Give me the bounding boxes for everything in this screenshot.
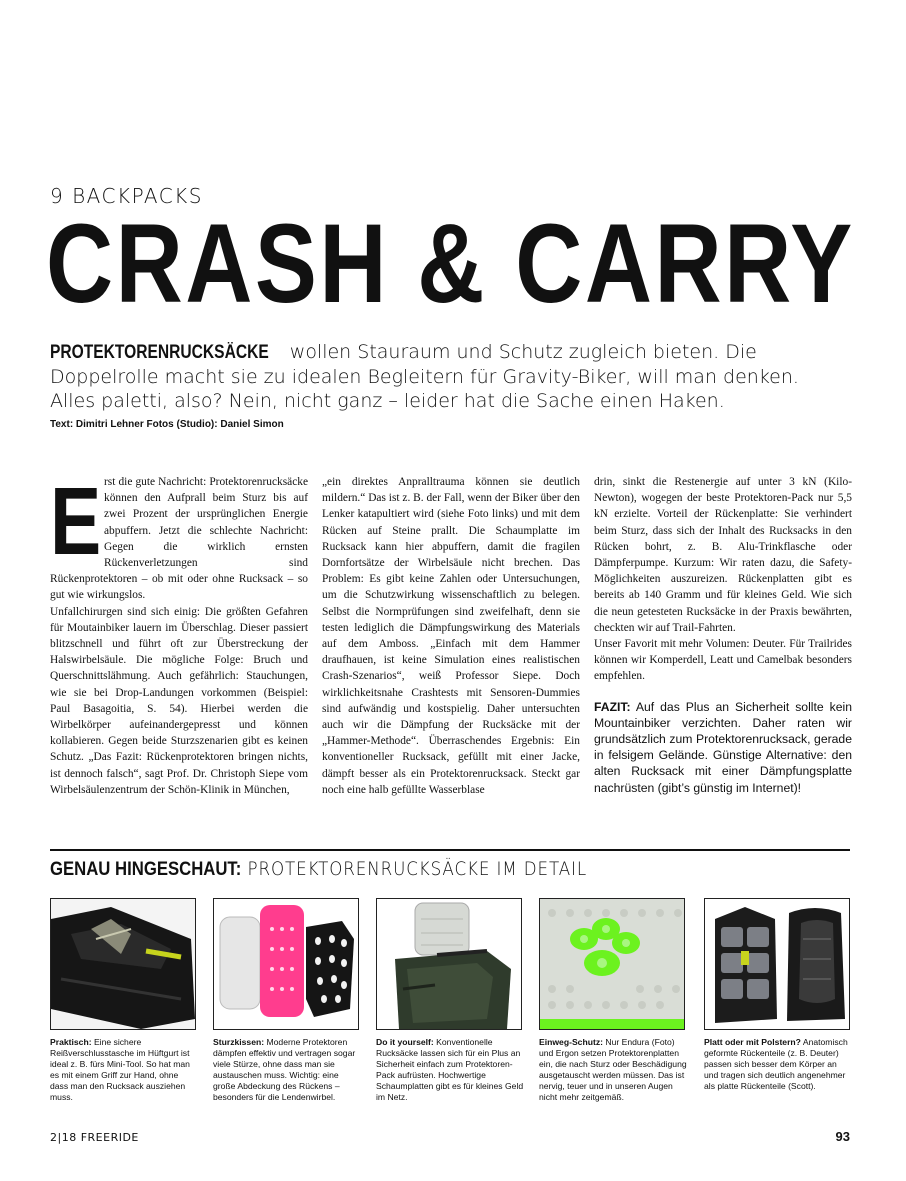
caption-label: Praktisch: [50,1037,92,1047]
article-column-2 [322,474,580,798]
photo-diy-backpack [376,898,522,1030]
article-column-3 [594,474,852,796]
article-paragraph [50,468,308,604]
caption-text: Eine sichere Reißverschlusstasche im Hüftgurt ist ideal z. B. fürs Mini-Tool. So hat man es mit einem Griff zur Hand, ohne dass man den Rucksack ausziehen muss. [50,1037,190,1102]
photo-caption [213,1037,361,1103]
fazit-box [594,699,852,796]
headline: CRASH & CARRY [46,201,855,326]
back-panels-image [705,899,849,1029]
section-title-strong: GENAU HINGESCHAUT: [50,859,242,880]
section-title [50,858,587,881]
single-use-pad-image [540,899,684,1029]
caption-label: Do it yourself: [376,1037,434,1047]
photo-hip-pocket [50,898,196,1030]
photo-caption [376,1037,524,1103]
photo-single-use-pad [539,898,685,1030]
section-divider [50,849,850,851]
photo-caption [50,1037,198,1103]
caption-text: Anatomisch geformte Rückenteile (z. B. Deuter) passen sich besser dem Körper an und tragen sich deutlich angenehmer als platte Rückenteile (Scott). [704,1037,848,1091]
fazit-label: FAZIT: [594,699,631,714]
article-paragraph: Unser Favorit mit mehr Volumen: Deuter. Für Trailrides können wir Komperdell, Leatt und Camelbak besonders empfehlen. [594,638,852,683]
lead-text: wollen Stauraum und Schutz zugleich bieten. Die Doppelrolle macht sie zu idealen Begleitern für Gravity-Biker, will man denken. Alles paletti, also? Nein, nicht ganz – leider hat die Sache einen Haken. [50,341,799,412]
section-title-light: PROTEKTORENRUCKSÄCKE IM DETAIL [241,858,588,880]
article-column-1 [50,468,308,798]
photo-caption [704,1037,852,1092]
diy-backpack-image [377,899,521,1029]
photo-protector-pads [213,898,359,1030]
caption-text: Moderne Protektoren dämpfen effektiv und vertragen sogar viele Stürze, ohne dass man sie austauschen muss. Wichtig: eine große Abdeckung des Rückens – besonders für die Lendenwirbel. [213,1037,356,1102]
article-paragraph: drin, sinkt die Restenergie auf unter 3 kN (Kilo-Newton), wogegen der beste Protektoren-Pack nur 5,5 kN erzielte. Vorteil der Rückenplatte: Sie verhindert beim Sturz, dass sich der Inhalt des Rucksacks in den Rücken bohrt, z. B. Alu-Trinkflasche oder Dämpferpumpe. Kurzum: Wir raten dazu, die Safety-Möglichkeiten auszureizen. Rückenplatten gibt es bereits ab 140 Gramm und für kleines Geld. Wie sich die neun getesteten Rucksäcke in der Praxis bewährten, checkten wir auf Trail-Fahrten. [594,476,852,634]
caption-label: Platt oder mit Polstern? [704,1037,801,1047]
footer-issue: 2|18 FREERIDE [50,1131,139,1144]
lead-strong: PROTEKTORENRUCKSÄCKE [50,342,269,363]
caption-text: Nur Endura (Foto) und Ergon setzen Protektorenplatten ein, die nach Sturz oder Beschädigung ausgetauscht werden müssen. Das ist nervig, teuer und in unseren Augen nicht mehr zeitgemäß. [539,1037,687,1102]
kicker: 9 BACKPACKS [50,184,203,208]
photo-caption [539,1037,687,1103]
page-number: 93 [835,1129,850,1144]
protector-pads-image [214,899,358,1029]
dropcap: E [50,468,102,575]
fazit-text: Auf das Plus an Sicherheit sollte kein Mountainbiker verzichten. Daher raten wir grundsätzlich zum Protektorenrucksack, gerade in felsigem Gelände. Günstige Alternative: den alten Rucksack mit einer Dämpfungsplatte nachrüsten (gibt’s günstig im Internet)! [594,699,852,795]
caption-label: Sturzkissen: [213,1037,265,1047]
caption-label: Einweg-Schutz: [539,1037,603,1047]
article-text: rst die gute Nachricht: Protektorenrucksäcke können den Aufprall beim Sturz bis auf zwei Prozent der ursprünglichen Energie abpuffern. Jetzt die schlechte Nachricht: Gegen die wirklich ernsten Rückenverletzungen sind Rückenprotektoren – ob mit oder ohne Rucksack – so gut wie wirkungslos. [50,476,308,602]
hip-pocket-image [51,899,195,1029]
caption-text: Konventionelle Rucksäcke lassen sich für ein Plus an Sicherheit einfach zum Protektoren-Pack aufrüsten. Hochwertige Schaumplatten gibt es für kleines Geld im Netz. [376,1037,524,1102]
photo-back-panels [704,898,850,1030]
article-paragraph: „ein direktes Anpralltrauma können sie deutlich mildern.“ Das ist z. B. der Fall, wenn der Biker über den Lenker katapultiert wird (siehe Foto links) und mit dem Rücken auf Steine prallt. Die Schaumplatte im Rucksack kann hier abpuffern, damit die fragilen Dornfortsätze der Wirbelsäule nicht brechen. Das Problem: Es gibt keine Zahlen oder Untersuchungen, um die Schutzwirkung wissenschaftlich zu belegen. Selbst die Normprüfungen sind zweifelhaft, denn sie testen lediglich die Dämpfungswirkung des Materials auf dem Amboss. „Einfach mit dem Hammer draufhauen, ist keine Simulation eines realistischen Crash-Szenarios“, weiß Professor Siepe. Doch wirklichkeitsnahe Crashtests mit Sensoren-Dummies sind aufwändig und kostspielig. Daher untersuchten auch wir die Dämpfung der Rucksäcke mit der „Hammer-Methode“. Überraschendes Ergebnis: Ein konventioneller Rucksack, gefüllt mit einer Jacke, dämpft besser als ein Protektorenrucksack. Steckt gar noch eine halb gefüllte Wasserblase [322,476,580,796]
credits: Text: Dimitri Lehner Fotos (Studio): Daniel Simon [50,419,284,430]
lead-paragraph [50,340,850,413]
article-paragraph: Unfallchirurgen sind sich einig: Die größten Gefahren für Moutainbiker lauern im Überschlag. Dieser passiert blitzschnell und führt oft zur Überstreckung der Halswirbelsäule. Die mögliche Folge: Bruch und Querschnittslähmung. Auch gefährlich: Stauchungen, wie sie bei Drop-Landungen vorkommen (Beispiel: Paul Basagoitia, S. 54). Hierbei werden die Wirbelkörper aufeinandergepresst und können kollabieren. Gegen beide Sturzszenarien gibt es keinen Schutz. „Das Fazit: Rückenprotektoren bringen nichts, ist dennoch falsch“, sagt Prof. Dr. Christoph Siepe vom Wirbelsäulenzentrum der Schön-Klinik in München, [50,605,308,796]
